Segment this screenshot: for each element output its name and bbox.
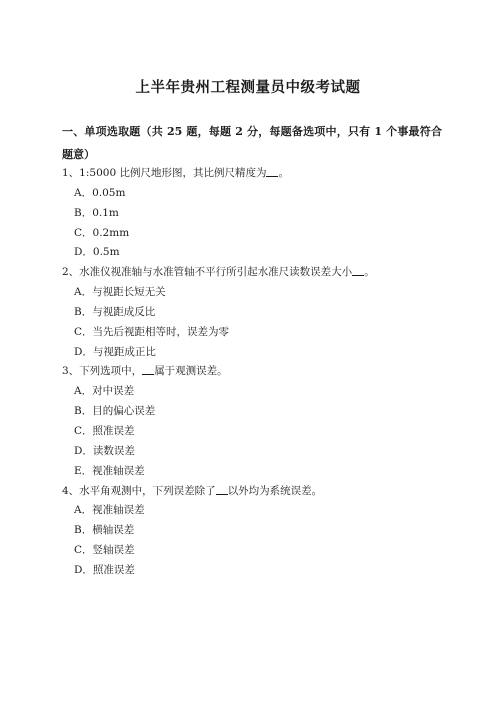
answer-blank [142, 363, 154, 375]
question-stem [62, 263, 442, 283]
answer-option: D．与视距成正比 [74, 345, 156, 358]
question-text-end: 。 [364, 266, 375, 279]
question-list [62, 164, 442, 581]
question-text: 4、水平角观测中，下列误差除了 [62, 484, 216, 497]
section-heading: 一、单项选取题（共 25 题，每题 2 分，每题备选项中，只有 1 个事最符合题意） [62, 125, 442, 161]
answer-option: C．0.2mm [74, 226, 130, 239]
answer-option: B．0.1m [74, 206, 119, 219]
page-title: 上半年贵州工程测量员中级考试题 [135, 79, 361, 96]
answer-option: D．0.5m [74, 246, 120, 259]
answer-blank [266, 165, 278, 177]
question-text: 1、1:5000 比例尺地形图，其比例尺精度为 [62, 167, 267, 179]
question-stem [62, 164, 442, 184]
answer-option: A．0.05m [74, 186, 126, 199]
question-stem [62, 482, 442, 502]
answer-option: B．与视距成反比 [74, 305, 156, 318]
answer-option: B．横轴误差 [74, 524, 135, 537]
question-text-end: 。 [278, 167, 289, 179]
question-text: 2、水准仪视准轴与水准管轴不平行所引起水准尺读数误差大小 [62, 266, 353, 279]
answer-option: A．与视距长短无关 [74, 286, 166, 299]
answer-option: C．竖轴误差 [74, 544, 135, 557]
question-text-end: 属于观测误差。 [154, 365, 228, 378]
answer-option: D．读数误差 [74, 444, 135, 457]
answer-option: C．照准误差 [74, 424, 135, 437]
question-text: 3、下列选项中， [62, 365, 143, 378]
answer-blank [352, 264, 364, 276]
question-stem [62, 362, 442, 382]
answer-option: B．目的偏心误差 [74, 405, 156, 418]
answer-blank [216, 483, 228, 495]
question-text-end: 以外均为系统误差。 [227, 484, 323, 497]
answer-option: D．照准误差 [74, 563, 135, 576]
answer-option: A．对中误差 [74, 385, 135, 398]
answer-option: C．当先后视距相等时，误差为零 [74, 325, 230, 338]
answer-option: A．视准轴误差 [74, 504, 145, 517]
answer-option: E．视准轴误差 [74, 464, 145, 477]
